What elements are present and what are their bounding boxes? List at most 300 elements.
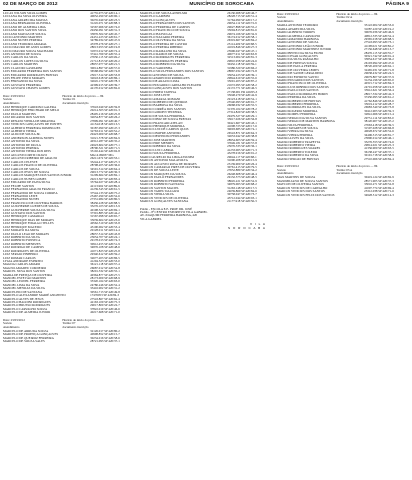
candidate-name: MARIO SERGIO DE MARTINS BARBOSA (277, 119, 335, 124)
candidate-name: MARCOS TADEU DALGIZO (140, 188, 180, 193)
candidate-document: 38645.221 SP 420/52-9 (227, 178, 257, 183)
list-item (3, 340, 135, 343)
candidate-name: MARCELINO DE SANTANA (3, 289, 43, 294)
candidate-name: Prédio - ESCOLA E.E. PROF. DR. JOSÉ (140, 206, 193, 211)
candidate-name: MARCOS VIEIRA SILVA (140, 192, 174, 197)
candidate-name: MARCIO ONOFRE ANTONIO (140, 130, 181, 135)
candidate-document: 23654.707 SP 420/24-1 (90, 235, 120, 239)
candidate-name: LUIZ RODRIGUES DE OLIVEIRA (3, 248, 50, 253)
candidate-document: 29423.009 SP 420/68-7 (90, 132, 120, 137)
candidate-document: 25017.314 SP 420/53-8 (90, 72, 120, 77)
candidate-document: 30014.897 SP 420/57-6 (90, 65, 120, 70)
candidate-name: MARCIO HIDEO TATEISA (140, 89, 177, 94)
candidate-document: 32841.066 SP 420/15-4 (364, 112, 394, 117)
candidate-document: 32653.042 SP 420/38-8 (227, 134, 257, 139)
candidate-document: 30676.036 SP 420/46-9 (364, 30, 394, 35)
candidate-document: 34876.108 SP 420/48-6 (90, 245, 120, 250)
candidate-name: MARCOS CAMARGO PIRES DE OLIVEIRA (140, 164, 201, 169)
candidate-name: MARCEL SILVA DOS SANTOS (3, 269, 46, 274)
candidate-name: LUIZ HENRIQUE CAMARGO (3, 214, 44, 219)
candidate-name: MARIO DO ESPIRITO SANTO (277, 74, 319, 79)
candidate-document: 33876.504 SP 420/45-7 (90, 31, 120, 36)
candidate-name: MARIO DE FREITAS SOUZA (277, 60, 317, 65)
candidate-document: 27510.066 SP 420/84-4 (364, 156, 394, 161)
candidate-name: MARIO TAVARES DE SOUZA (277, 125, 318, 130)
candidate-document: 33912.621 SP 420/56-4 (364, 88, 394, 93)
candidate-name: LUIZ ALBERTO VIEIRA (3, 128, 37, 133)
candidate-name: AV. JOAQUIM FERREIRA BARBOSA, 420 (140, 213, 198, 218)
candidate-name: MARIO SERGIO DA SILVA SANTOS (277, 115, 327, 120)
candidate-name: MAIRA DE FREITAS DE OLIVEIRA (3, 272, 53, 277)
candidate-document: 24780.246 SP 420/52-4 (90, 282, 120, 287)
candidate-name: MARCELO FRANCISCO DE SOUZA (140, 28, 190, 33)
candidate-document: 35091.203 SP 420/87-2 (227, 79, 257, 84)
candidate-document: 28954.603 SP 420/59-4 (227, 137, 257, 142)
candidate-document: 29644.117 SP 420/68-1 (227, 154, 257, 159)
candidate-document: 30432.118 SP 420/59-1 (227, 62, 257, 67)
candidate-document: 30412.903 SP 420/59-3 (364, 108, 394, 113)
candidate-name: MAXIMILIANO DE SOUZA SANTOS (277, 178, 328, 183)
list-item (277, 194, 409, 197)
candidate-document: 33102.444 SP 420/92-8 (90, 149, 120, 154)
candidate-name: MARCIO JOSE LEITE (140, 93, 171, 98)
candidate-document: 34879.063 SP 420/68-2 (227, 182, 257, 187)
candidate-name: LUIZ GUILHERME SOUZA DA SILVA (3, 207, 55, 212)
candidate-document: 33122.904 SP 420/53-6 (364, 23, 394, 28)
candidate-document: 33654.223 SP 420/39-1 (227, 72, 257, 77)
candidate-document: 29456.091 SP 420/31-3 (90, 28, 120, 33)
session-info-block (3, 319, 135, 329)
candidate-name: MARCOS ROBERTO SANTANA (140, 182, 184, 187)
candidate-document: 42170.012 SP 420/82-6 (90, 86, 120, 91)
candidate-document: 25312.038 SP 420/71-6 (364, 189, 394, 194)
candidate-document: 34789.034 SP 420/47-9 (90, 38, 120, 43)
candidate-name: LUIS FERNANDO DA SILVA (3, 79, 43, 84)
session-info-block (277, 165, 409, 175)
list-item (3, 311, 135, 314)
candidate-document: 40315.712 SP 420/84-3 (364, 81, 394, 86)
candidate-name: LUIS FELIPE PINTO MORAES (3, 76, 45, 81)
candidate-name: MARIO DE SANDE GERALDINO (277, 71, 323, 76)
candidate-document: 38456.228 SP 420/88-5 (90, 200, 120, 205)
candidate-name: LUIZ AUGUSTO ORTIZ CRAVO (3, 152, 47, 157)
candidate-document: 38720.209 SP 420/62-1 (364, 64, 394, 69)
candidate-name: LUIZ GUILHERME GUEDES DE SOUZA (3, 204, 59, 209)
candidate-name: LUIZ PAULO LEAO DE MORAES (3, 231, 50, 236)
candidate-name: LUIS ANTONIO DE SOUZA (3, 52, 42, 57)
column-1 (3, 12, 135, 478)
header-page-number: PÁGINA 9 (385, 2, 409, 7)
candidate-name: MAURO ROBERTO DA SILVA (277, 153, 319, 158)
candidate-document: 26068.032 SP 420/55-5 (227, 103, 257, 108)
candidate-document: 25467.290 SP 420/52-6 (90, 193, 120, 198)
candidate-document: 40812.335 SP 420/52-4 (364, 33, 394, 38)
candidate-name: LUIS CARLOS MARTINS (3, 62, 38, 67)
candidate-document: 31986.320 SP 420/66-2 (227, 65, 257, 70)
candidate-name: MARCIO ANTONIO DE SOUZA (140, 72, 184, 77)
candidate-name: MARCIO GODOEN TEIXEIRA (140, 110, 182, 115)
candidate-document: 30235.049 SP 420/23-5 (90, 17, 120, 22)
candidate-name: LUIZ ANTONIO PEREIRA (3, 146, 39, 151)
candidate-name: MARIO DE PAULA PEREIRA (277, 64, 318, 69)
candidate-name: LUIS CARLOS DA SILVA (3, 55, 38, 60)
candidate-document: 29132.573 SP 420/48-5 (227, 175, 257, 180)
candidate-name: LYGIA ANDRADE ESPIRITO (3, 258, 43, 263)
candidate-name: MARCIO FRANCARCATELAN (140, 120, 183, 125)
candidate-document: 40998.852 SP 420/15-7 (90, 332, 120, 337)
candidate-name: MARCELO NAZARIO PEREIRA (140, 34, 185, 39)
candidate-name: MARIO BENTO DA SILVA FILHO (277, 50, 324, 55)
candidate-name: Sorteio (3, 97, 13, 102)
candidate-name: MARIO VIEIRA DA SILVA (277, 129, 314, 134)
candidate-name: MANOEL LEONEL FERREIRA (3, 279, 46, 284)
candidate-name: LUCIO MAURO SOUZA MACHADO (3, 48, 54, 53)
candidate-name: MARIO ROMEU FERREIRA (277, 112, 316, 117)
candidate-name: LUIZ ROBERTO FONSECA (3, 238, 41, 243)
candidate-name: MARCELO HATSUGAI (140, 31, 172, 36)
candidate-document: 35320.164 SP 420/63-0 (90, 279, 120, 284)
candidate-document: 30234.016 SP 420/58-6 (90, 335, 120, 340)
candidate-document: 26103.994 SP 420/47-6 (364, 60, 394, 65)
candidate-document: 40028.672 SP 420/52-6 (364, 129, 394, 134)
candidate-name: MARCIO GONÇALVES DOS SANTOS (140, 86, 193, 91)
candidate-name: MARCOS MARQUES DA SOUZA (140, 171, 186, 176)
candidate-document: 28721.093 SP 420/37-1 (90, 339, 120, 344)
candidate-name: LUCIANO TEODORO AMARAL (3, 41, 48, 46)
candidate-name: Atendimento (3, 100, 20, 105)
candidate-document: 36121.118 SP 420/37-4 (90, 262, 120, 267)
candidate-name: LUCIANO DOS SANTOS SILVA (3, 28, 47, 33)
candidate-name: LUIZ VINICIUS GONÇALVES DE PONTES (3, 122, 62, 127)
candidate-document: 40677.911 SP 420/63-8 (227, 52, 257, 57)
candidate-name: LUIZ HENRIQUE FIDALGO TELLES (3, 221, 54, 226)
candidate-name: LUIZ CARLOS NUNES GOMES (3, 176, 47, 181)
list-item (140, 218, 272, 221)
candidate-document: 31234.196 SP 420/65-0 (364, 78, 394, 83)
candidate-document: 41233.065 SP 420/71-3 (227, 147, 257, 152)
candidate-name: LUIS EDUARDO FERREIRA DOS SANTOS (3, 69, 62, 74)
candidate-document: 37544.133 SP 420/75-2 (90, 190, 120, 195)
candidate-name: MARCELO OLIVEIRA DA SILVA (140, 38, 186, 43)
candidate-name: MARIO AMANDIO BARBOSA (277, 36, 319, 41)
candidate-document: Horário de início da prova — 8h (62, 93, 104, 98)
candidate-name: MARIO ANTONIO DE SOUZA (277, 40, 319, 45)
candidate-document: 29479.527 SP 420/29-1 (227, 113, 257, 118)
candidate-document: 28867.034 SP 420/72-8 (227, 69, 257, 74)
candidate-document: 41007.774 SP 420/69-4 (364, 185, 394, 190)
candidate-document: 29654.112 SP 420/72-9 (227, 21, 257, 26)
candidate-document: 28017.334 SP 420/42-3 (364, 91, 394, 96)
candidate-document: 40312.287 SP 420/35-2 (90, 139, 120, 144)
candidate-document: 30419.124 SP 420/82-9 (364, 175, 394, 180)
candidate-name: MARCOS VINICIUS DOS SANTOS (277, 189, 325, 194)
candidate-name: MARIO FRANCISCO DE OLIVEIRA (277, 81, 327, 86)
candidate-name: LUIZ ROBERTO DA SILVA (3, 235, 40, 239)
candidate-document: 21712.813 SP 420/20-2 (90, 58, 120, 63)
header-municipality: MUNICÍPIO DE SOROCABA (189, 2, 255, 7)
candidate-document: 28013.953 SP 420/19-8 (90, 45, 120, 50)
candidate-name: LUIZ HENRIQUE MACEDO (3, 224, 42, 229)
candidate-name: MARIO PAULO RODRIGUES BORIN (277, 91, 328, 96)
candidate-document: 26130.068 SP 420/46-7 (227, 11, 257, 15)
candidate-document: 34928.512 SP 420/14-3 (364, 192, 394, 197)
candidate-name: Data: 23/03/2012 (3, 93, 25, 98)
candidate-name: MARCELO FERREIRA DE CAMPOS (140, 24, 190, 29)
candidate-name: LUCIANA APARECIDA MATIAS (3, 17, 48, 22)
candidate-document: 32645.170 SP 420/78-3 (90, 79, 120, 84)
candidate-document: 28476.115 SP 420/55-7 (364, 50, 394, 55)
candidate-document: 27543.867 SP 420/62-4 (90, 296, 120, 301)
candidate-name: LUIS CARLOS LOPES DA SILVA (3, 58, 49, 63)
candidate-name: MARCELO FERNANDES DOS SANTOS (140, 21, 195, 26)
candidate-name: LUCIO MAURO DE ASSIS GOMES (3, 45, 51, 50)
candidate-document: 32763.011 SP 420/52-2 (90, 128, 120, 133)
candidate-name: MARCOS DE SOUZA LEITE (140, 168, 179, 173)
candidate-name: LUIZ FERNANDO NUNES (3, 197, 40, 202)
candidate-document: 30912.455 SP 420/51-9 (90, 241, 120, 246)
header-date: 02 DE MARÇO DE 2012 (3, 2, 58, 7)
candidate-document: 27138.001 PR 420/65-3 (227, 89, 258, 94)
candidate-document: 26543.871 SP 420/64-3 (227, 130, 257, 135)
candidate-name: MARCELO RAMOS DE SOUZA (140, 52, 184, 57)
candidate-document: 37441.769 SP 420/55-4 (90, 52, 120, 57)
page-header (3, 2, 409, 10)
candidate-document: 31263.148 SP 420/17-5 (227, 185, 257, 190)
candidate-name: LUIZ FERNANDO ARAUJO FRANCO (3, 187, 55, 192)
candidate-document: 29679.807 SP 420/37-9 (364, 74, 394, 79)
candidate-document: 28571.905 SP 420/37-3 (364, 178, 394, 183)
candidate-document: 39003.685 SP 420/74-1 (227, 127, 257, 132)
candidate-name: MARCELO DE PROENÇA GONÇALVES (3, 332, 59, 337)
candidate-document: 26211.672 SP 420/33-1 (90, 156, 120, 161)
candidate-name: MARCOS ANTONIO MALAVOLTA (140, 158, 188, 163)
candidate-name: MARCELO DE ARRUDA SOUZA (3, 328, 49, 333)
candidate-document: 41008.723 SP 420/17-6 (227, 123, 257, 128)
candidate-name: MARIO DA SILVA RAMALHO (277, 57, 319, 62)
candidate-name: MAURO ROBERTO VIEIRA (277, 143, 316, 148)
candidate-name: MARIO DE OLIVEIRA LEMES (277, 67, 319, 72)
candidate-name: MARCO AURELIO DA LIMA ASSUMM (140, 154, 194, 159)
candidate-name: LUIS CLAUDIO GASPARINI (3, 65, 43, 70)
candidate-document: 29638.432 SP 420/24-5 (364, 71, 394, 76)
candidate-name: MARCIO APARECIDO RODRIGUES (140, 76, 190, 81)
column-3 (277, 12, 409, 478)
candidate-name: MAURO RODRIGUES SOARES (277, 146, 321, 151)
candidate-document: Turma: 07 (62, 321, 76, 326)
candidate-document: 21177.918 SP 420/56-3 (227, 199, 257, 204)
candidate-document: 34591.314 SP 420/64-4 (90, 166, 120, 171)
candidate-document: 40562.310 SP 420/33-8 (90, 221, 120, 226)
candidate-document: 40364.877 SP 420/27-5 (90, 272, 120, 277)
candidate-document: documento inscrição (62, 100, 89, 105)
candidate-name: MARCELO DE QUEIROZ FERREIRA (3, 335, 54, 340)
candidate-document: 37450.095 SP 420/61-2 (364, 95, 394, 100)
candidate-document: Horário de início da prova — 8h (336, 12, 378, 16)
candidate-document: 29213.567 SP 420/83-4 (90, 176, 120, 181)
candidate-document: documento inscrição (336, 18, 363, 23)
candidate-document: 28405.216 SP 420/25-8 (90, 111, 120, 116)
candidate-name: VILA GABRIEL (140, 216, 162, 221)
candidate-document: 34406.315 SP 420/81-7 (364, 132, 394, 137)
candidate-name: Atendimento (277, 170, 294, 175)
candidate-document: 43278.916 SP 420/91-2 (227, 151, 257, 156)
candidate-document: 43100.062 SP 420/53-4 (90, 224, 120, 229)
candidate-name: MAGDA CARLOS AMARO (3, 262, 41, 267)
candidate-document: 35764.027 SP 420/28-4 (90, 180, 120, 185)
candidate-document: 31597.028 SP 420/66-8 (364, 125, 394, 130)
candidate-document: 30758.047 SP 420/73-7 (227, 192, 257, 197)
candidate-name: Sorteio (277, 167, 287, 172)
candidate-document: 26248.608 SP 420/46-4 (227, 171, 257, 176)
candidate-document: 27652.880 SP 420/34-2 (227, 168, 257, 173)
candidate-name: MAURO ROBERTO TRAPETTA (277, 139, 321, 144)
session-info-block (277, 13, 409, 23)
candidate-name: LUIZ RENATO VIEIRA DE MIRANDA (3, 118, 56, 123)
candidate-name: LUIZ AUGUSTO RIBEIRO DE ARAUJO (3, 156, 58, 161)
candidate-document: 42113.962 SP 420/89-9 (90, 183, 120, 188)
candidate-document: 32465.031 SP 420/71-8 (364, 67, 394, 72)
candidate-document: 31567.098 SP 420/65-7 (90, 214, 120, 219)
candidate-name: MARCUS GONÇALVES SANTANA (140, 199, 189, 204)
candidate-document: 24701.058 SP 420/19-8 (364, 84, 394, 89)
candidate-name: LUIZ FERNANDO DE SOUZA CORREA (3, 190, 58, 195)
candidate-name: MARCELO DE SOUZA ANSELMO (140, 11, 188, 15)
candidate-name: LUIZ GUSTAVO DOS SANTOS (3, 211, 46, 216)
candidate-document: 27314.820 SP 420/38-5 (227, 110, 257, 115)
candidate-name: MARCIO JOSE MARTINS (140, 137, 176, 142)
candidate-document: 23540.093 SP 420/91-7 (227, 99, 257, 104)
candidate-name: MARCIO LUIZ CABRAL (140, 147, 175, 152)
candidate-document: 33617.026 SP 420/56-8 (227, 117, 257, 122)
candidate-document: 35048.279 SP 420/42-9 (227, 93, 257, 98)
candidate-name: LUCIANO MATIAS DE SOUZA (3, 31, 46, 36)
candidate-document: 20128.011 SP 420/14-4 (90, 228, 120, 233)
candidate-name: LUCIANO NUNES PEREIRA (3, 38, 43, 43)
candidate-name: MARCELO PEREIRA DE CASTRO (140, 41, 188, 46)
header-rule (3, 10, 409, 11)
candidate-name: MARCIO AMARAL ROMANI (140, 96, 181, 101)
candidate-name: LUIZ ANTONIO DE PAULA (3, 142, 41, 147)
candidate-name: MARIO ANTONIO MARTINEZ JUNIOR (277, 47, 332, 52)
candidate-name: LUIZ MORATO DA MOTA (3, 228, 40, 233)
candidate-document: 31021.578 SP 420/84-9 (90, 135, 120, 140)
candidate-name: Sorteio (277, 15, 287, 20)
candidate-name: LUIZ FELIPE SANTOS (3, 183, 35, 188)
candidate-name: LUIS EDUARDO RODRIGUES FREITAS (3, 72, 59, 77)
candidate-document: 41239.545 SP 420/61-5 (90, 187, 120, 192)
candidate-document: 28228.715 SP 420/51-4 (227, 14, 257, 19)
candidate-document: 41108.021 SP 420/82-2 (364, 43, 394, 48)
candidate-name: MAURO SERGIO DE FREITAS (277, 156, 320, 161)
location-mark: V I L A S O R O C A B A (227, 222, 266, 230)
candidate-name: LUCIANA BERNARDO OLIVEIRA (3, 21, 51, 26)
candidate-name: MARIO SILVA FERREIRA (277, 122, 313, 127)
candidate-document: 29017.800 SP 420/22-7 (90, 303, 120, 308)
candidate-document: 29178.013 SP 420/74-3 (90, 238, 120, 243)
candidate-name: LUIS GUSTAVO CHAVES GOMES (3, 86, 50, 91)
candidate-document: 22172.771 SP 420/46-5 (227, 86, 257, 91)
candidate-document: 21672.095 SP 420/58-2 (227, 82, 257, 87)
candidate-name: MARCIO DESPINOSO FERNANDES (140, 134, 190, 139)
candidate-document: 26319.667 SP 420/84-2 (227, 38, 257, 43)
candidate-document: 29674.166 SP 420/32-9 (227, 31, 257, 36)
candidate-document: 25996.047 SP 420/47-1 (227, 48, 257, 53)
candidate-name: LUIZ CARLOS CELESTE (3, 159, 38, 164)
candidate-document: 32513.004 SP 420/81-3 (227, 55, 257, 60)
candidate-document: 27650.115 SP 420/49-2 (90, 55, 120, 60)
candidate-name: LUIZ CARLOS DE SOUZA (3, 166, 40, 171)
candidate-name: LUIZ RODRIGO DE CAMPOS (3, 245, 44, 250)
candidate-document: 23139.900 SP 420/26-4 (227, 161, 257, 166)
candidate-document: 29340.612 SP 420/59-2 (90, 252, 120, 257)
candidate-name: MARCIO HENRIQUE MOREIRA (140, 123, 185, 128)
candidate-document: 28957.077 SP 420/21-5 (90, 62, 120, 67)
candidate-document: 41755.073 SP 420/14-1 (90, 11, 120, 15)
candidate-name: LUCIANA DA SILVA OLIVEIRA (3, 14, 47, 19)
candidate-name: LUIZ HENRIQUE DIAS DE MORAES (3, 217, 54, 222)
candidate-name: MARIO VIEIRA PEREIRA (277, 132, 313, 137)
candidate-name: MARCIO BARBOSA DA SILVA (140, 103, 183, 108)
candidate-name: MARCIO EDUARDO CARVALHO PLEGUER (140, 82, 202, 87)
candidate-document: 42163.109 SP 420/75-3 (90, 300, 120, 305)
list-item (277, 158, 409, 161)
candidate-name: LUIZ ROBERTO MENEZES (3, 241, 41, 246)
candidate-document: 24039.869 SP 420/84-6 (227, 188, 257, 193)
candidate-document: 29751.114 SP 420/83-0 (364, 115, 394, 120)
candidate-document: 27331.984 SP 420/80-5 (90, 197, 120, 202)
candidate-document: 27663.418 SP 420/39-5 (364, 122, 394, 127)
candidate-name: MARCIO DINIZ DE SOUZA FREITAS (140, 117, 192, 122)
candidate-document: 30191.718 SP 420/58-9 (364, 153, 394, 158)
candidate-document: 27899.091 SP 420/40-7 (90, 118, 120, 123)
candidate-name: LUIZ CARLOS MARQUES DOS SANTOS JUNIOR (3, 173, 72, 178)
candidate-name: MARIO ROBERTO FERREIRA (277, 101, 319, 106)
candidate-name: MARCELO ALVES DE JESUS (3, 296, 44, 301)
columns-container (3, 12, 409, 478)
list-item (140, 200, 272, 203)
candidate-name: MARIO EDUARDO DOS SANTOS (277, 78, 324, 83)
candidate-document: 41294.523 SP 420/53-0 (90, 258, 120, 263)
candidate-name: LUIZ CARLOS JESUS DE SOUZA (3, 169, 50, 174)
candidate-document: 36138.247 SP 420/37-1 (364, 149, 394, 154)
candidate-document: 33416.902 SP 420/31-2 (90, 286, 120, 291)
candidate-document: 36174.012 SP 420/58-1 (227, 34, 257, 39)
candidate-document: 32654.877 SP 420/26-2 (90, 115, 120, 120)
candidate-document: Horário de início da prova — 8h (336, 164, 378, 169)
candidate-name: LUIZ RICARDO DOS SANTOS (3, 115, 46, 120)
candidate-document: 33276.553 SP 420/74-6 (364, 139, 394, 144)
candidate-document: documento inscrição (336, 170, 363, 175)
candidate-document: 29123.418 SP 420/52-1 (227, 96, 257, 101)
candidate-name: LUIZ ALDO DE SOUZA JR. (3, 132, 41, 137)
candidate-document: 33016.271 SP 420/52-8 (364, 182, 394, 187)
candidate-name: MARCELO ROBERTO DA SILVA (140, 62, 186, 67)
candidate-document: 41071.823 SP 420/25-8 (90, 248, 120, 253)
candidate-document: 26687.012 SP 420/54-8 (90, 265, 120, 270)
candidate-name: LUIZ ANTONIO VIEIRA DOS REIS (3, 149, 51, 154)
candidate-document: 32567.966 SP 420/74-0 (90, 24, 120, 29)
candidate-name: LUCIANO DE ALMEIDA LIMA (3, 24, 46, 29)
candidate-document: 40217.668 SP 420/71-0 (90, 310, 120, 315)
candidate-document: 37822.019 SP 420/46-6 (90, 306, 120, 311)
candidate-name: LUIZ ROMAR CARLOS (3, 255, 36, 260)
candidate-name: MARCIO PIRE MENDES (140, 141, 174, 146)
candidate-name: LUIZ SERGIO PINHEIRO (3, 252, 38, 257)
candidate-document: 38201.332 SP 420/55-1 (90, 269, 120, 274)
candidate-document: 30561.713 SP 420/49-8 (90, 289, 120, 294)
candidate-document: 29844.610 SP 420/55-6 (227, 76, 257, 81)
candidate-document: 42399.915 SP 420/39-7 (90, 82, 120, 87)
